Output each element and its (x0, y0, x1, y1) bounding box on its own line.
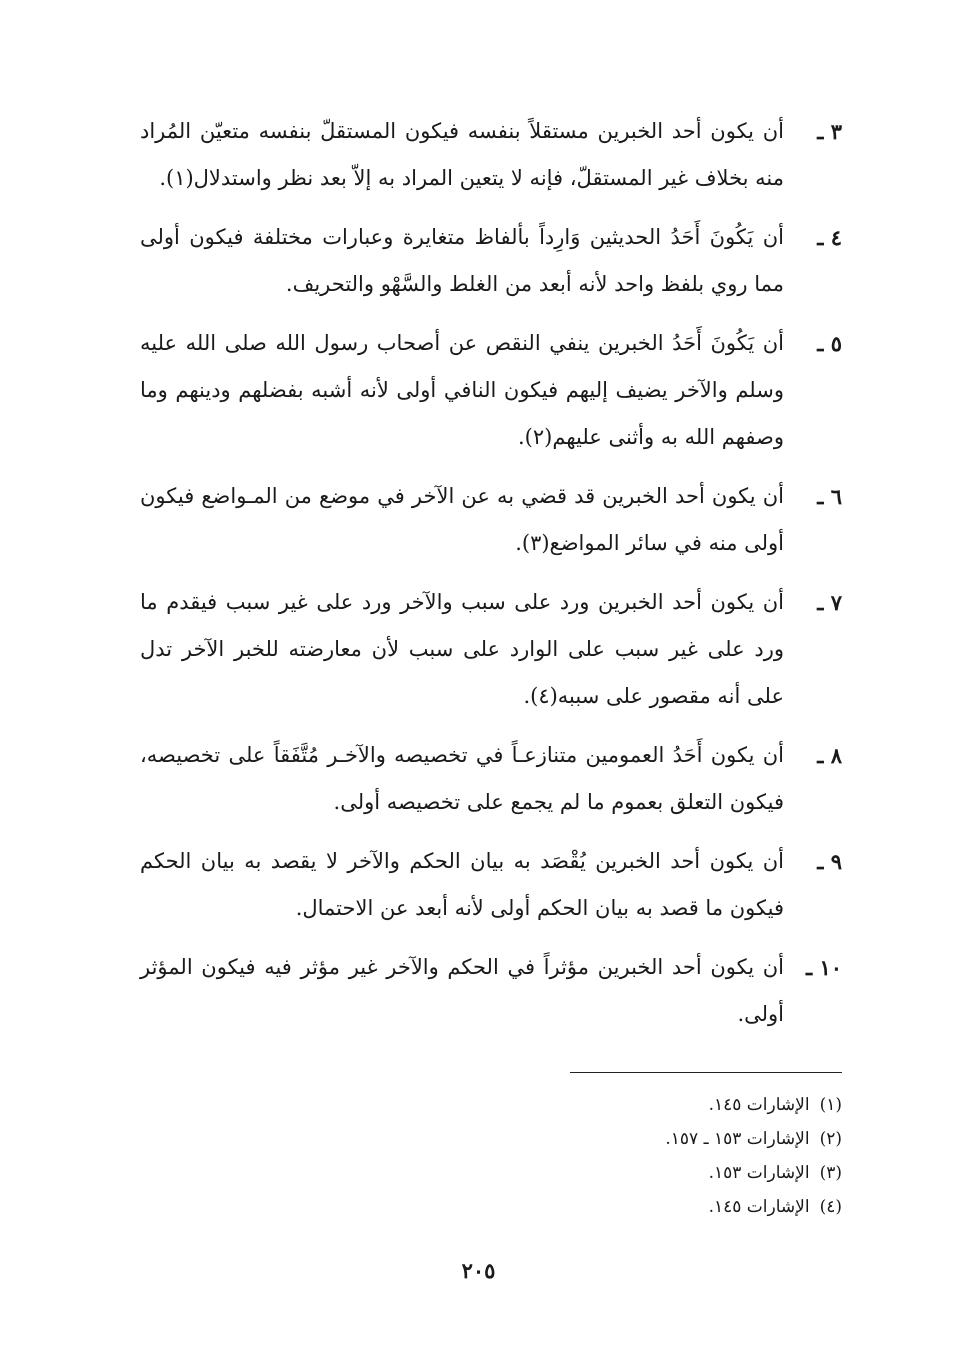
list-item (140, 108, 842, 202)
item-number: ١٠ ـ (805, 955, 842, 980)
list-item (140, 944, 842, 1038)
item-text: أن يكون أَحَدُ العمومين متنازعـاً في تخصيصه والآخـر مُتَّفَقاً على تخصيصه، فيكون التعلق بعموم ما لم يجمع على تخصيصه أولى. (140, 743, 784, 814)
item-number: ٨ ـ (817, 743, 842, 768)
item-text: أن يَكُونَ أَحَدُ الحديثين وَارِداً بألفاظ متغايرة وعبارات مختلفة فيكون أولى مما روي بلفظ واحد لأنه أبعد من الغلط والسَّهْو والتحريف. (140, 225, 784, 296)
page-number: ٢٠٥ (461, 1258, 496, 1283)
footnote (342, 1190, 842, 1224)
footnote-text: الإشارات ١٤٥. (708, 1197, 810, 1217)
item-text: أن يكون أحد الخبرين مؤثراً في الحكم والآخر غير مؤثر فيه فيكون المؤثر أولى. (140, 955, 784, 1026)
footnote (342, 1156, 842, 1190)
item-number: ٩ ـ (817, 849, 842, 874)
footnote-text: الإشارات ١٥٣ ـ ١٥٧. (665, 1129, 810, 1149)
list-item (140, 579, 842, 720)
item-text: أن يَكُونَ أَحَدُ الخبرين ينفي النقص عن أصحاب رسول الله صلى الله عليه وسلم والآخر يضيف إليهم فيكون النافي أولى لأنه أشبه بفضلهم ودينهم وما وصفهم الله به وأثنى عليهم(٢). (140, 331, 784, 449)
item-text: أن يكون أحد الخبرين يُقْصَد به بيان الحكم والآخر لا يقصد به بيان الحكم فيكون ما قصد به بيان الحكم أولى لأنه أبعد عن الاحتمال. (140, 849, 784, 920)
footnote-number: (١) (819, 1095, 842, 1115)
footnote-divider (570, 1072, 842, 1073)
list-item (140, 473, 842, 567)
item-number: ٤ ـ (817, 225, 842, 250)
list-item (140, 838, 842, 932)
footnote-number: (٣) (819, 1163, 842, 1183)
footnote (342, 1088, 842, 1122)
item-number: ٧ ـ (817, 590, 842, 615)
footnote-number: (٤) (819, 1197, 842, 1217)
item-text: أن يكون أحد الخبرين قد قضي به عن الآخر في موضع من المـواضع فيكون أولى منه في سائر المواضع(٣). (140, 484, 784, 555)
item-number: ٣ ـ (817, 119, 842, 144)
list-item (140, 732, 842, 826)
numbered-list (140, 108, 842, 1050)
footnote (342, 1122, 842, 1156)
item-text: أن يكون أحد الخبرين ورد على سبب والآخر ورد على غير سبب فيقدم ما ورد على غير سبب على الوارد على سبب لأن معارضته للخبر الآخر تدل على أنه مقصور على سببه(٤). (140, 590, 784, 708)
item-number: ٥ ـ (817, 331, 842, 356)
footnote-text: الإشارات ١٤٥. (708, 1095, 810, 1115)
item-text: أن يكون أحد الخبرين مستقلاً بنفسه فيكون المستقلّ بنفسه متعيّن المُراد منه بخلاف غير المستقلّ، فإنه لا يتعين المراد به إلاّ بعد نظر واستدلال(١). (140, 119, 784, 190)
list-item (140, 320, 842, 461)
list-item (140, 214, 842, 308)
footnotes (342, 1088, 842, 1224)
footnote-text: الإشارات ١٥٣. (708, 1163, 810, 1183)
footnote-number: (٢) (819, 1129, 842, 1149)
item-number: ٦ ـ (817, 484, 842, 509)
